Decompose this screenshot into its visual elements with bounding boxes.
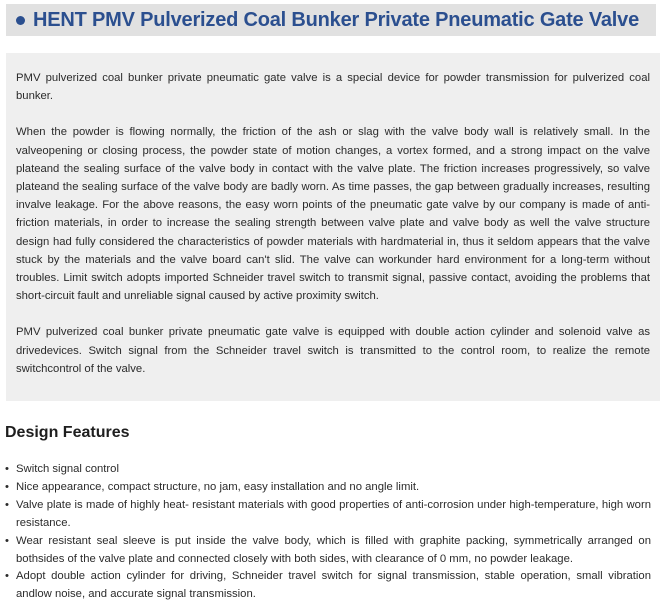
bullet-icon: •: [5, 498, 9, 511]
list-item: [5, 479, 651, 497]
bullet-icon: •: [5, 534, 9, 547]
description-paragraph: PMV pulverized coal bunker private pneumatic gate valve is a special device for powder transmission for pulverized coal bunker.: [16, 72, 650, 103]
bullet-icon: [16, 16, 25, 25]
bullet-icon: •: [5, 570, 9, 583]
feature-text: Switch signal control: [16, 463, 119, 475]
list-item: [5, 497, 651, 533]
feature-text: Valve plate is made of highly heat- resistant materials with good properties of anti-corrosion under high-temperature, high worn resistance.: [16, 498, 651, 529]
design-features-list: [5, 461, 651, 604]
feature-text: Adopt double action cylinder for driving, Schneider travel switch for signal transmission, stable operation, small vibration andlow noise, and accurate signal transmission.: [16, 570, 651, 601]
list-item: [5, 461, 651, 479]
list-item: [5, 568, 651, 604]
section-heading-design-features: Design Features: [5, 424, 130, 441]
list-item: [5, 533, 651, 569]
bullet-icon: •: [5, 480, 9, 493]
bullet-icon: •: [5, 463, 9, 475]
page-title: HENT PMV Pulverized Coal Bunker Private Pneumatic Gate Valve: [33, 8, 639, 31]
title-bar: [6, 4, 656, 36]
feature-text: Nice appearance, compact structure, no jam, easy installation and no angle limit.: [16, 480, 420, 493]
description-paragraph: PMV pulverized coal bunker private pneumatic gate valve is equipped with double action cylinder and solenoid valve as drivedevices. Switch signal from the Schneider travel switch is transmitted to the control room, to realize the remote switchcontrol of the valve.: [16, 326, 650, 375]
description-paragraph: When the powder is flowing normally, the friction of the ash or slag with the valve body wall is relatively small. In the valveopening or closing process, the powder state of motion changes, a vortex formed, and a strong impact on the valve plateand the sealing surface of the valve body in contact with the valve plate. The friction increases progressively, so valve plateand the sealing surface of the valve body are badly worn. As time passes, the gap between gradually increases, resulting invalve leakage. For the above reasons, the easy worn points of the pneumatic gate valve by our company is made of anti-friction materials, in order to increase the sealing strength between valve plate and valve body as well the valve structure design had fully considered the characteristics of powder materials with hardmaterial in, thus it seldom appears that the valve stuck by the materials and the valve board can't slid. The valve can workunder hard environment for a long-term without troubles. Limit switch adopts imported Schneider travel switch to transmit signal, passive contact, avoiding the problems that short-circuit fault and unreliable signal caused by active proximity switch.: [16, 126, 650, 303]
description-box: [6, 53, 660, 401]
feature-text: Wear resistant seal sleeve is put inside the valve body, which is filled with graphite packing, symmetrically arranged on bothsides of the valve plate and connected closely with both sides, with clearance of 0 mm, no powder leakage.: [16, 534, 651, 565]
